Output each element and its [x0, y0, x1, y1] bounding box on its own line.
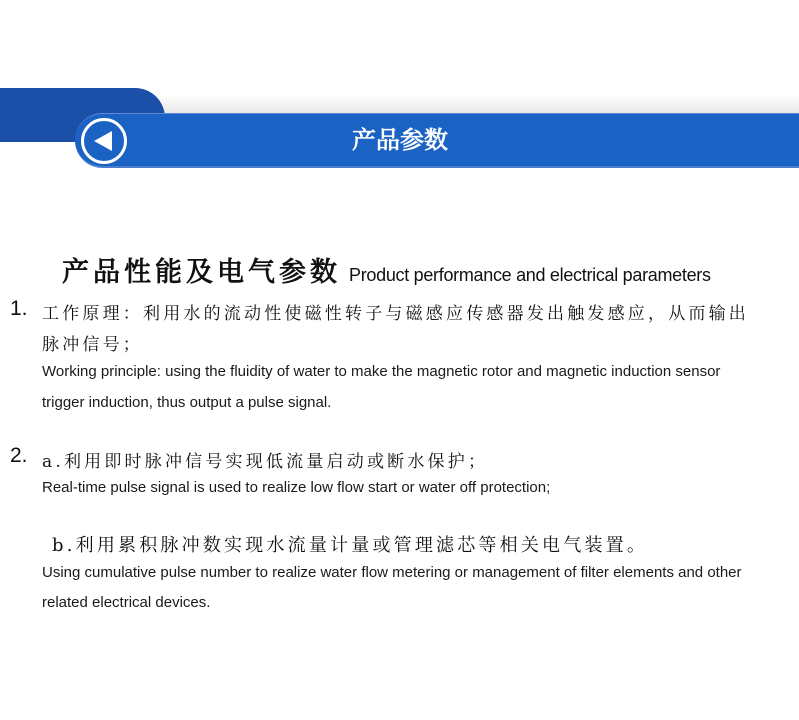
back-arrow-icon	[90, 128, 116, 154]
back-button[interactable]	[81, 118, 127, 164]
item1-en-line2: trigger induction, thus output a pulse signal.	[42, 394, 332, 411]
item2b-en-line2: related electrical devices.	[42, 594, 211, 611]
item2b-en-line1: Using cumulative pulse number to realize water flow metering or management of filter elements and other	[42, 564, 742, 581]
banner-shadow	[150, 95, 799, 115]
item2b-cn: b.利用累积脉冲数实现水流量计量或管理滤芯等相关电气装置。	[52, 535, 649, 556]
item-number: 1.	[10, 297, 28, 320]
item1-cn-line1: 工作原理：利用水的流动性使磁性转子与磁感应传感器发出触发感应，从而输出	[42, 304, 749, 324]
section-title	[62, 250, 711, 289]
item-number: 2.	[10, 444, 28, 467]
section-title-cn: 产品性能及电气参数	[62, 257, 341, 288]
item2a-cn: a.利用即时脉冲信号实现低流量启动或断水保护；	[42, 452, 489, 472]
section-title-en: Product performance and electrical parameters	[349, 265, 711, 285]
banner-title: 产品参数	[352, 126, 448, 154]
item1-en-line1: Working principle: using the fluidity of water to make the magnetic rotor and magnetic induction sensor	[42, 363, 721, 380]
item2a-en: Real-time pulse signal is used to realize low flow start or water off protection;	[42, 479, 551, 496]
item1-cn-line2: 脉冲信号；	[42, 335, 143, 355]
